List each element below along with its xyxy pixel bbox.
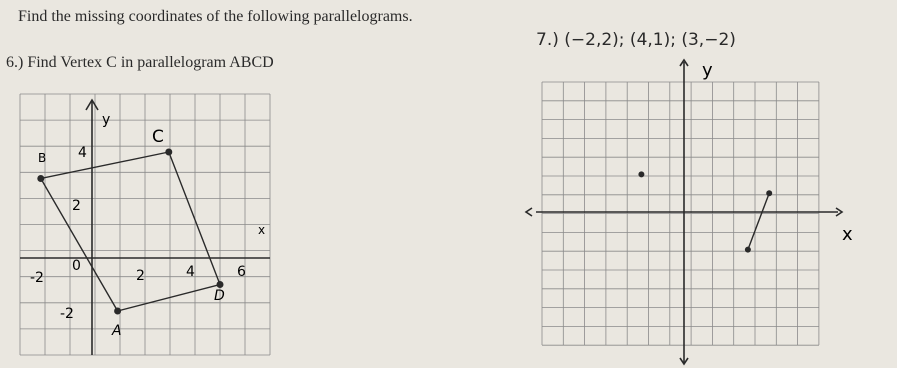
problem-7-grid: [542, 82, 819, 345]
problem-6-tick-y-neg2: -2: [60, 306, 74, 322]
problem-6-prompt: 6.) Find Vertex C in parallelogram ABCD: [6, 54, 274, 71]
vertex-a-label: A: [112, 323, 122, 339]
vertex-c-label: C: [152, 127, 164, 147]
problem-6-tick-x2: 2: [136, 268, 145, 284]
instruction-text: Find the missing coordinates of the following parallelograms.: [18, 8, 413, 25]
problem-6-tick-origin: 0: [72, 258, 81, 274]
problem-7-x-arrow-left: [526, 208, 532, 216]
problem-7-y-label: y: [702, 60, 713, 81]
problem-7-point: [638, 171, 644, 177]
problem-7-segment: [748, 193, 769, 249]
problem-7-x-label: x: [842, 224, 853, 245]
problem-6-tick-y2: 2: [72, 198, 81, 214]
problem-6-tick-x6: 6: [237, 264, 246, 280]
problem-6-tick-y4: 4: [78, 145, 87, 161]
problem-6-tick-x4: 4: [186, 264, 195, 280]
problem-6-tick-x-neg2: -2: [30, 270, 44, 286]
vertex-b-label: B: [38, 151, 47, 165]
vertex-d-label: D: [214, 288, 225, 304]
problem-6-y-label: y: [102, 112, 111, 128]
problem-6-x-label: x: [258, 223, 266, 237]
problem-7-prompt: 7.) (−2,2); (4,1); (3,−2): [536, 30, 736, 50]
